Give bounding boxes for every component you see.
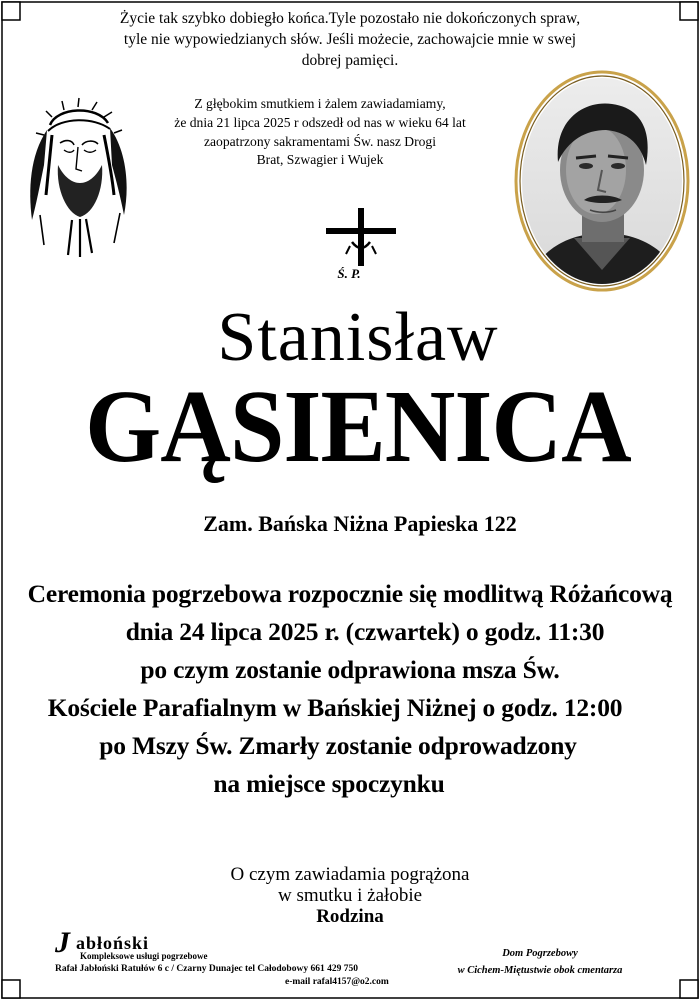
cross-icon xyxy=(322,206,400,268)
poem-line: Życie tak szybko dobiegło końca.Tyle pozostało nie dokończonych spraw, xyxy=(119,10,581,27)
ceremony-line: Ceremonia pogrzebowa rozpocznie się modlitwą Różańcową xyxy=(27,579,673,608)
company-email: e-mail rafal4157@o2.com xyxy=(285,977,389,987)
ceremony-line: dnia 24 lipca 2025 r. (czwartek) o godz. 11:30 xyxy=(125,617,605,646)
announcement-line: Brat, Szwagier i Wujek xyxy=(256,152,384,168)
poem xyxy=(60,8,640,71)
company-address: Rafał Jabłoński Ratułów 6 c / Czarny Dunajec tel Całodobowy 661 429 750 xyxy=(55,964,358,974)
family-line: w smutku i żałobie xyxy=(277,885,423,906)
sp-sign: Ś. P. xyxy=(337,266,361,281)
first-name: Stanisław xyxy=(217,299,499,376)
family-signature: Rodzina xyxy=(316,906,384,927)
surname: GĄSIENICA xyxy=(85,369,631,484)
funeral-home-line: Dom Pogrzebowy xyxy=(502,948,578,959)
poem-line: dobrej pamięci. xyxy=(301,52,399,69)
ceremony-info xyxy=(0,575,700,803)
death-announcement xyxy=(150,95,490,170)
ceremony-line: po czym zostanie odprawiona msza Św. xyxy=(140,655,560,684)
company-subtitle: Kompleksowe usługi pogrzebowe xyxy=(80,951,208,961)
ceremony-line: Kościele Parafialnym w Bańskiej Niżnej o godz. 12:00 xyxy=(47,693,623,722)
company-logo-initial: J xyxy=(55,926,70,959)
portrait-photo xyxy=(514,70,690,292)
company-logo-name: abłoński xyxy=(76,933,150,953)
ceremony-line: po Mszy Św. Zmarły zostanie odprowadzony xyxy=(99,731,577,760)
announcement-line: że dnia 21 lipca 2025 r odszedł od nas w wieku 64 lat xyxy=(174,114,466,130)
poem-line: tyle nie wypowiedzianych słów. Jeśli możecie, zachowajcie mnie w swej xyxy=(123,31,577,48)
residence-address: Zam. Bańska Niżna Papieska 122 xyxy=(203,511,517,536)
announcement-line: Z głębokim smutkiem i żalem zawiadamiamy, xyxy=(194,96,446,111)
jesus-icon xyxy=(22,95,132,260)
ceremony-line: na miejsce spoczynku xyxy=(213,769,445,798)
funeral-home xyxy=(430,945,650,979)
announcement-line: zaopatrzony sakramentami Św. nasz Drogi xyxy=(203,133,437,149)
family-line: O czym zawiadamia pogrążona xyxy=(230,864,470,885)
funeral-home-line: w Cichem-Miętustwie obok cmentarza xyxy=(457,965,623,976)
family-notice xyxy=(150,864,550,927)
